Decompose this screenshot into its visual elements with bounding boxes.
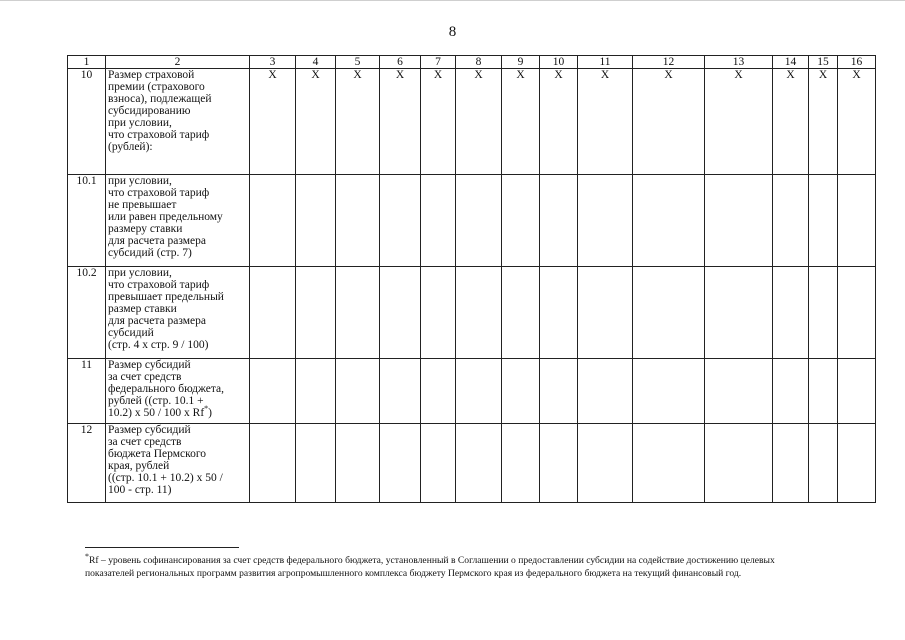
table-cell	[838, 267, 876, 359]
table-cell	[809, 424, 838, 503]
table-cell	[705, 359, 773, 424]
column-header-16: 16	[838, 56, 876, 69]
footnote	[85, 551, 875, 580]
table-cell	[540, 175, 578, 267]
column-header-12: 12	[633, 56, 705, 69]
table-cell: Х	[809, 69, 838, 175]
description-line: бюджета Пермского	[108, 448, 207, 460]
scan-top-edge	[0, 0, 905, 1]
row-number: 10.2	[68, 267, 106, 359]
column-header-10: 10	[540, 56, 578, 69]
footnote-line-2: показателей региональных программ развития агропромышленного комплекса бюджету Пермского края из федерального бюджета на текущий финансовый год.	[85, 568, 742, 579]
table-cell	[336, 175, 380, 267]
table-cell: Х	[540, 69, 578, 175]
table-cell	[633, 424, 705, 503]
description-line: за счет средств	[108, 371, 182, 383]
table-row	[68, 267, 876, 359]
table-cell	[250, 424, 296, 503]
table-row	[68, 175, 876, 267]
footnote-reference: *	[204, 404, 209, 414]
row-description	[106, 424, 250, 503]
table-cell	[456, 267, 502, 359]
table-cell	[773, 424, 809, 503]
table-cell	[809, 359, 838, 424]
column-header-13: 13	[705, 56, 773, 69]
description-line: Размер субсидий	[108, 359, 191, 371]
table-cell: Х	[502, 69, 540, 175]
description-line: не превышает	[108, 199, 177, 211]
table-cell	[421, 267, 456, 359]
description-text: )	[208, 407, 212, 419]
description-line: или равен предельному	[108, 211, 223, 223]
table-cell	[380, 267, 421, 359]
column-header-11: 11	[578, 56, 633, 69]
table-cell	[336, 267, 380, 359]
description-line: размеру ставки	[108, 223, 183, 235]
description-line: что страховой тариф	[108, 187, 210, 199]
table-cell	[705, 424, 773, 503]
table-cell: Х	[838, 69, 876, 175]
column-header-5: 5	[336, 56, 380, 69]
table-cell	[633, 175, 705, 267]
table-cell	[705, 175, 773, 267]
table-cell	[296, 424, 336, 503]
table-cell	[380, 175, 421, 267]
table-cell	[296, 359, 336, 424]
description-line: субсидий (стр. 7)	[108, 247, 192, 259]
table-cell	[502, 359, 540, 424]
table-cell	[456, 424, 502, 503]
table-cell	[578, 267, 633, 359]
description-line: превышает предельный	[108, 291, 224, 303]
table-cell	[773, 359, 809, 424]
description-line: при условии,	[108, 267, 172, 279]
table-cell	[456, 175, 502, 267]
table-cell	[633, 267, 705, 359]
column-header-6: 6	[380, 56, 421, 69]
table-cell: Х	[773, 69, 809, 175]
footnote-divider	[85, 547, 239, 548]
footnote-mark: *	[85, 551, 89, 561]
description-line: субсидий	[108, 327, 154, 339]
column-header-14: 14	[773, 56, 809, 69]
page-number: 8	[448, 24, 457, 40]
column-header-4: 4	[296, 56, 336, 69]
row-number: 11	[68, 359, 106, 424]
table-cell	[540, 359, 578, 424]
table-cell: Х	[578, 69, 633, 175]
column-header-15: 15	[809, 56, 838, 69]
column-header-8: 8	[456, 56, 502, 69]
table-cell	[250, 175, 296, 267]
description-line: премии (страхового	[108, 81, 205, 93]
table-cell	[456, 359, 502, 424]
description-line: (рублей):	[108, 141, 153, 153]
description-line: размер ставки	[108, 303, 177, 315]
table-cell	[773, 267, 809, 359]
table-cell	[502, 424, 540, 503]
description-text: 10.2) х 50 / 100 х Rf	[108, 407, 205, 419]
table-cell	[540, 424, 578, 503]
table-cell	[296, 175, 336, 267]
table-row	[68, 69, 876, 175]
description-line: за счет средств	[108, 436, 182, 448]
column-header-1: 1	[68, 56, 106, 69]
table-cell	[380, 424, 421, 503]
row-description	[106, 69, 250, 175]
table-cell: Х	[633, 69, 705, 175]
table-cell	[502, 267, 540, 359]
description-line: взноса), подлежащей	[108, 93, 212, 105]
table-cell	[296, 267, 336, 359]
table-row	[68, 424, 876, 503]
description-line: Размер субсидий	[108, 424, 191, 436]
description-line: при условии,	[108, 117, 172, 129]
table-cell: Х	[421, 69, 456, 175]
table-row	[68, 359, 876, 424]
table-cell	[773, 175, 809, 267]
row-number: 12	[68, 424, 106, 503]
table-cell	[633, 359, 705, 424]
row-description	[106, 175, 250, 267]
column-header-3: 3	[250, 56, 296, 69]
table-cell	[809, 175, 838, 267]
table-cell	[502, 175, 540, 267]
table-cell	[578, 359, 633, 424]
table-cell: Х	[250, 69, 296, 175]
table-cell: Х	[705, 69, 773, 175]
table-cell	[578, 175, 633, 267]
table-cell: Х	[456, 69, 502, 175]
row-number: 10	[68, 69, 106, 175]
table-header-row	[68, 56, 876, 69]
description-line: Размер страховой	[108, 69, 195, 81]
description-line: ((стр. 10.1 + 10.2) х 50 /	[108, 472, 223, 484]
table-cell	[421, 175, 456, 267]
table-cell	[838, 424, 876, 503]
column-header-9: 9	[502, 56, 540, 69]
description-line: для расчета размера	[108, 235, 206, 247]
description-line: федерального бюджета,	[108, 383, 225, 395]
table-cell	[809, 267, 838, 359]
description-line: для расчета размера	[108, 315, 206, 327]
row-description	[106, 267, 250, 359]
subsidy-table	[67, 55, 876, 503]
description-line: рублей ((стр. 10.1 +	[108, 395, 204, 407]
table-cell	[578, 424, 633, 503]
description-line	[108, 404, 247, 419]
table-cell	[380, 359, 421, 424]
table-cell	[540, 267, 578, 359]
description-line: при условии,	[108, 175, 172, 187]
row-description	[106, 359, 250, 424]
table-cell	[250, 267, 296, 359]
table-cell	[250, 359, 296, 424]
table-cell	[336, 424, 380, 503]
footnote-text-1: Rf – уровень софинансирования за счет средств федерального бюджета, установленный в Соглашении о предоставлении субсидии на содействие достижению целевых	[89, 555, 775, 566]
column-header-2: 2	[106, 56, 250, 69]
footnote-line-1	[85, 551, 875, 567]
table-cell	[705, 267, 773, 359]
table-cell: Х	[336, 69, 380, 175]
table-cell: Х	[380, 69, 421, 175]
table-cell: Х	[296, 69, 336, 175]
row-number: 10.1	[68, 175, 106, 267]
table-cell	[421, 424, 456, 503]
description-line: субсидированию	[108, 105, 191, 117]
table-cell	[336, 359, 380, 424]
table-cell	[838, 359, 876, 424]
table-cell	[421, 359, 456, 424]
column-header-7: 7	[421, 56, 456, 69]
description-line: что страховой тариф	[108, 279, 210, 291]
description-line: 100 - стр. 11)	[108, 484, 172, 496]
description-line: (стр. 4 х стр. 9 / 100)	[108, 339, 209, 351]
description-line: края, рублей	[108, 460, 170, 472]
description-line: что страховой тариф	[108, 129, 210, 141]
table-cell	[838, 175, 876, 267]
